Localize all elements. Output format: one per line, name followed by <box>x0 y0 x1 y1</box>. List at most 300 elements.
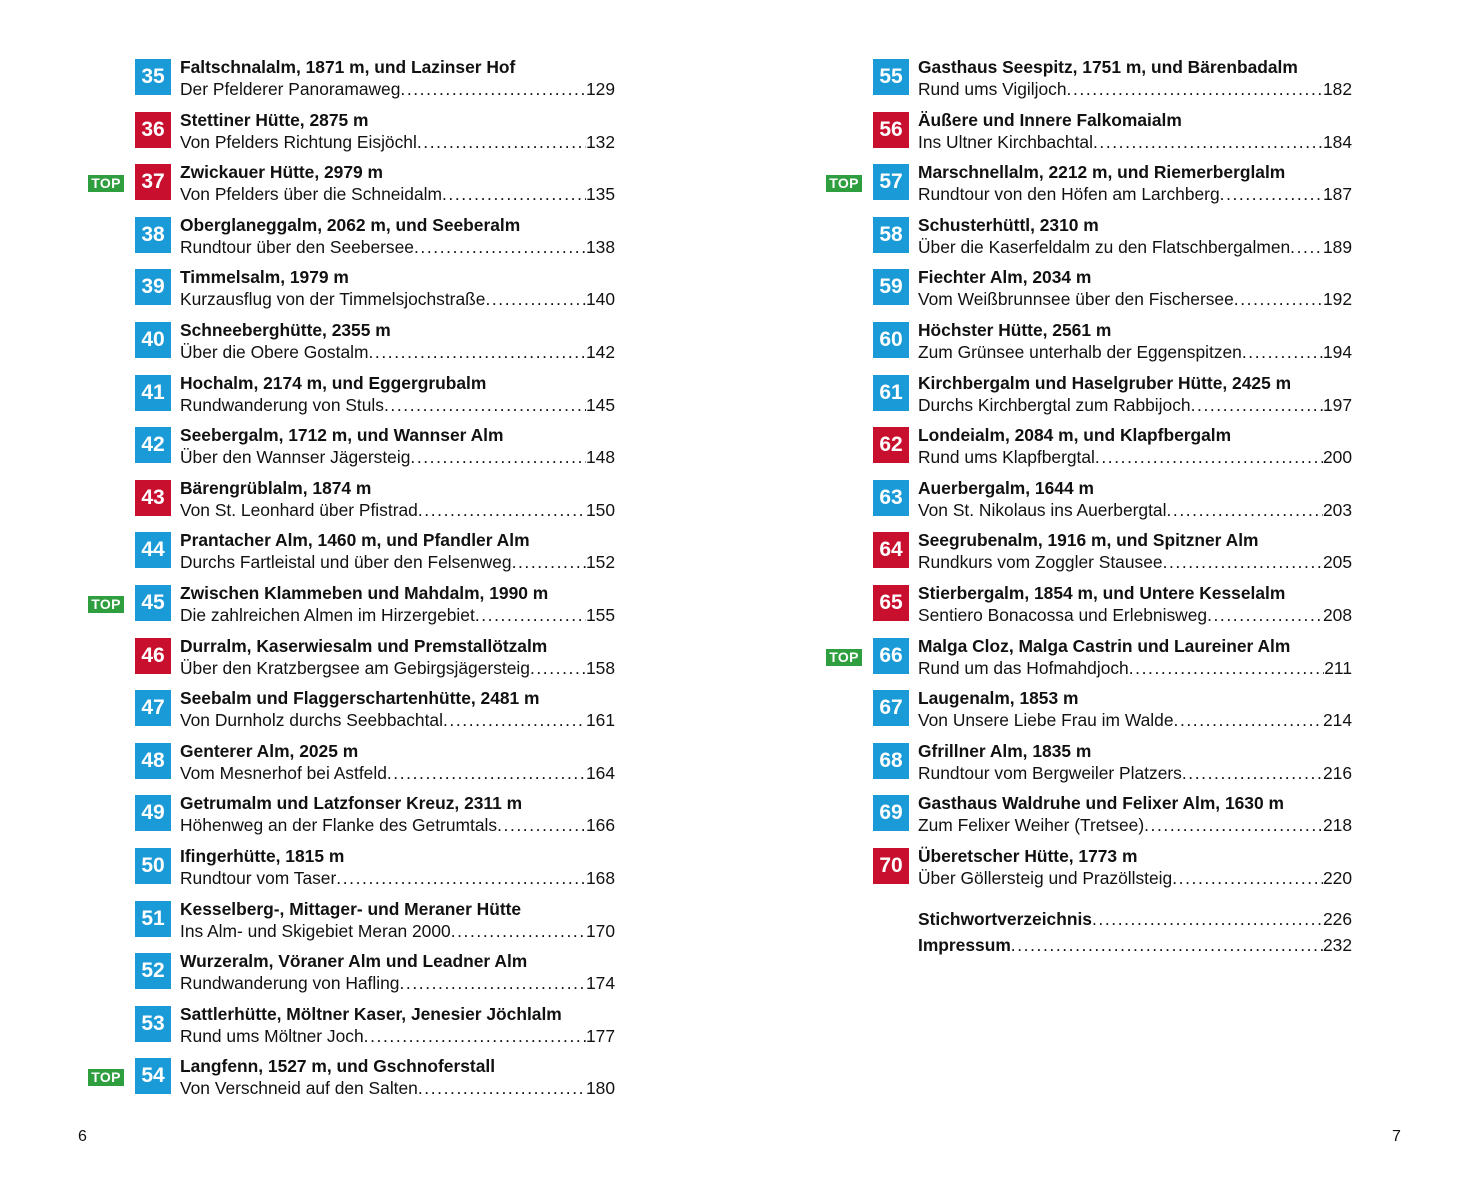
entry-texts <box>918 319 1352 363</box>
entry-subtitle-line <box>180 78 615 100</box>
entry-description: Von Pfelders über die Schneidalm <box>180 184 442 205</box>
entry-subtitle-line <box>918 446 1352 468</box>
entry-title: Seebalm und Flaggerschartenhütte, 2481 m <box>180 688 540 709</box>
entry-subtitle-line <box>918 551 1352 573</box>
dot-leader <box>418 1077 586 1099</box>
entry-title: Fiechter Alm, 2034 m <box>918 267 1092 288</box>
tour-number-badge: 58 <box>873 217 909 253</box>
entry-title: Stettiner Hütte, 2875 m <box>180 109 369 130</box>
tour-number-badge: 44 <box>135 532 171 568</box>
entry-page-number: 135 <box>585 184 615 205</box>
tour-number-badge: 54 <box>135 1058 171 1094</box>
entry-subtitle-line <box>918 867 1352 889</box>
entry-description: Rundwanderung von Stuls <box>180 394 384 415</box>
dot-leader <box>451 920 586 942</box>
left-page <box>0 0 738 1182</box>
entry-texts <box>180 792 615 836</box>
entry-description: Kurzausflug von der Timmelsjochstraße <box>180 289 486 310</box>
top-badge: TOP <box>826 649 862 666</box>
entry-subtitle-line <box>180 867 615 889</box>
entry-texts <box>180 898 615 942</box>
dot-leader <box>1242 341 1323 363</box>
entry-page-number: 194 <box>1322 341 1352 362</box>
entry-title: Kesselberg-, Mittager- und Meraner Hütte <box>180 898 522 919</box>
entry-description: Ins Alm- und Skigebiet Meran 2000 <box>180 920 451 941</box>
entry-subtitle-line <box>180 814 615 836</box>
entry-subtitle-line <box>180 1025 615 1047</box>
dot-leader <box>1207 604 1323 626</box>
dot-leader <box>1174 709 1323 731</box>
entry-description: Rund ums Vigiljoch <box>918 79 1067 99</box>
entry-description: Über den Wannser Jägersteig <box>180 447 411 468</box>
right-page <box>738 0 1476 1182</box>
top-badge: TOP <box>88 596 124 613</box>
entry-texts <box>918 740 1352 784</box>
entry-page-number: 129 <box>585 79 615 99</box>
tour-number-badge: 39 <box>135 269 171 305</box>
entry-subtitle-line <box>918 183 1352 205</box>
dot-leader <box>475 604 586 626</box>
tour-number-badge: 68 <box>873 743 909 779</box>
tour-number-badge: 47 <box>135 690 171 726</box>
dot-leader <box>1182 762 1323 784</box>
entry-texts <box>180 687 615 731</box>
entry-description: Die zahlreichen Almen im Hirzergebiet <box>180 604 475 625</box>
dot-leader <box>1290 236 1323 258</box>
entry-description: Rund um das Hofmahdjoch <box>918 657 1129 678</box>
entry-title: Auerbergalm, 1644 m <box>918 477 1094 498</box>
tour-number-badge: 38 <box>135 217 171 253</box>
toc-entry[interactable] <box>826 424 1352 477</box>
dot-leader <box>418 499 586 521</box>
entry-page-number: 148 <box>585 447 615 468</box>
entry-page-number: 155 <box>585 604 615 625</box>
entry-texts <box>918 582 1352 626</box>
entry-subtitle-line <box>918 78 1352 100</box>
entry-texts <box>180 109 615 153</box>
entry-description: Rundtour von den Höfen am Larchberg <box>918 184 1220 205</box>
dot-leader <box>399 972 586 994</box>
entry-texts <box>918 424 1352 468</box>
dot-leader <box>400 78 586 100</box>
entry-texts <box>180 529 615 573</box>
entry-description: Rundtour vom Bergweiler Platzers <box>918 762 1182 783</box>
dot-leader <box>336 867 586 889</box>
entry-texts <box>180 266 615 310</box>
entry-subtitle-line <box>180 657 615 679</box>
tour-number-badge: 51 <box>135 901 171 937</box>
toc-entry[interactable] <box>88 319 615 372</box>
entry-title: Sattlerhütte, Möltner Kaser, Jenesier Jöchlalm <box>180 1003 562 1024</box>
dot-leader <box>1129 657 1325 679</box>
toc-entry[interactable] <box>826 740 1352 793</box>
tour-number-badge: 46 <box>135 638 171 674</box>
entry-page-number: 161 <box>585 710 615 731</box>
entry-subtitle-line <box>180 499 615 521</box>
entry-texts <box>918 635 1352 679</box>
entry-subtitle-line <box>918 394 1352 416</box>
entry-title: Stierbergalm, 1854 m, und Untere Kesselalm <box>918 582 1286 603</box>
entry-page-number: 218 <box>1322 815 1352 836</box>
entry-page-number: 150 <box>585 499 615 520</box>
toc-list-right <box>826 56 1352 898</box>
entry-page-number: 170 <box>585 920 615 941</box>
entry-subtitle-line <box>180 394 615 416</box>
extra-label: Stichwortverzeichnis <box>918 909 1092 929</box>
entry-title: Seebergalm, 1712 m, und Wannser Alm <box>180 425 504 446</box>
page-number-left: 6 <box>78 1128 87 1145</box>
tour-number-badge: 61 <box>873 375 909 411</box>
entry-description: Von St. Leonhard über Pfistrad <box>180 499 418 520</box>
entry-texts <box>180 635 615 679</box>
entry-texts <box>180 214 615 258</box>
toc-list-left <box>88 56 615 1108</box>
dot-leader <box>530 657 586 679</box>
entry-page-number: 211 <box>1324 657 1352 678</box>
entry-texts <box>180 1055 615 1099</box>
entry-texts <box>918 161 1352 205</box>
entry-page-number: 200 <box>1322 447 1352 468</box>
toc-entry[interactable] <box>88 424 615 477</box>
entry-title: Faltschnalalm, 1871 m, und Lazinser Hof <box>180 57 516 77</box>
entry-page-number: 152 <box>585 552 615 573</box>
dot-leader <box>485 288 586 310</box>
entry-subtitle-line <box>918 604 1352 626</box>
page-number-right: 7 <box>1392 1128 1401 1145</box>
dot-leader <box>1095 446 1323 468</box>
entry-description: Ins Ultner Kirchbachtal <box>918 131 1093 152</box>
top-badge: TOP <box>826 175 862 192</box>
entry-texts <box>180 582 615 626</box>
tour-number-badge: 43 <box>135 480 171 516</box>
tour-number-badge: 41 <box>135 375 171 411</box>
dot-leader <box>417 131 586 153</box>
dot-leader <box>1163 551 1323 573</box>
tour-number-badge: 35 <box>135 59 171 95</box>
entry-texts <box>180 424 615 468</box>
entry-title: Höchster Hütte, 2561 m <box>918 319 1112 340</box>
entry-description: Rund ums Klapfbergtal <box>918 447 1095 468</box>
tour-number-badge: 70 <box>873 848 909 884</box>
toc-entry[interactable] <box>826 529 1352 582</box>
tour-number-badge: 40 <box>135 322 171 358</box>
entry-title: Oberglaneggalm, 2062 m, und Seeberalm <box>180 214 521 235</box>
entry-subtitle-line <box>180 972 615 994</box>
entry-texts <box>180 950 615 994</box>
toc-entry[interactable] <box>826 266 1352 319</box>
extra-label: Impressum <box>918 935 1011 955</box>
dot-leader <box>497 814 586 836</box>
tour-number-badge: 64 <box>873 532 909 568</box>
entry-title: Londeialm, 2084 m, und Klapfbergalm <box>918 425 1232 446</box>
dot-leader <box>1011 932 1323 958</box>
toc-entry[interactable] <box>826 687 1352 740</box>
entry-title: Kirchbergalm und Haselgruber Hütte, 2425 m <box>918 372 1292 393</box>
toc-entry[interactable] <box>826 161 1352 214</box>
entry-page-number: 214 <box>1322 710 1352 731</box>
entry-description: Von Unsere Liebe Frau im Walde <box>918 710 1174 731</box>
tour-number-badge: 55 <box>873 59 909 95</box>
toc-entry[interactable] <box>88 687 615 740</box>
toc-entry[interactable] <box>88 950 615 1003</box>
entry-page-number: 203 <box>1322 499 1352 520</box>
entry-title: Ifingerhütte, 1815 m <box>180 845 345 866</box>
toc-entry[interactable] <box>88 477 615 530</box>
entry-texts <box>918 109 1352 153</box>
toc-entry[interactable] <box>88 898 615 951</box>
dot-leader <box>1191 394 1323 416</box>
toc-entry[interactable] <box>88 56 615 109</box>
entry-subtitle-line <box>180 551 615 573</box>
tour-number-badge: 49 <box>135 795 171 831</box>
entry-subtitle-line <box>918 762 1352 784</box>
entry-subtitle-line <box>918 288 1352 310</box>
tour-number-badge: 63 <box>873 480 909 516</box>
entry-subtitle-line <box>180 131 615 153</box>
entry-subtitle-line <box>180 1077 615 1099</box>
toc-entry[interactable] <box>88 529 615 582</box>
dot-leader <box>1166 499 1323 521</box>
entry-subtitle-line <box>180 604 615 626</box>
entry-title: Marschnellalm, 2212 m, und Riemerberglalm <box>918 162 1286 183</box>
entry-description: Rund ums Möltner Joch <box>180 1025 364 1046</box>
toc-entry[interactable] <box>88 1003 615 1056</box>
entry-texts <box>180 372 615 416</box>
dot-leader <box>387 762 586 784</box>
dot-leader <box>1067 78 1323 100</box>
entry-title: Äußere und Innere Falkomaialm <box>918 109 1182 130</box>
toc-entry[interactable] <box>826 635 1352 688</box>
toc-entry[interactable] <box>88 372 615 425</box>
entry-texts <box>180 845 615 889</box>
entry-subtitle-line <box>180 288 615 310</box>
entry-texts <box>918 477 1352 521</box>
entry-title: Malga Cloz, Malga Castrin und Laureiner Alm <box>918 635 1291 656</box>
toc-entry[interactable] <box>826 477 1352 530</box>
top-badge: TOP <box>88 175 124 192</box>
entry-title: Zwischen Klammeben und Mahdalm, 1990 m <box>180 582 549 603</box>
toc-entry[interactable] <box>826 319 1352 372</box>
toc-entry[interactable] <box>88 740 615 793</box>
entry-page-number: 216 <box>1322 762 1352 783</box>
toc-entry[interactable] <box>826 372 1352 425</box>
entry-title: Schneeberghütte, 2355 m <box>180 319 391 340</box>
entry-page-number: 177 <box>585 1025 615 1046</box>
entry-description: Über Göllersteig und Prazöllsteig <box>918 867 1173 888</box>
entry-page-number: 174 <box>585 973 615 994</box>
toc-entry[interactable] <box>88 214 615 267</box>
entry-texts <box>918 529 1352 573</box>
tour-number-badge: 65 <box>873 585 909 621</box>
entry-title: Timmelsalm, 1979 m <box>180 267 349 288</box>
toc-entry[interactable] <box>88 582 615 635</box>
entry-title: Überetscher Hütte, 1773 m <box>918 845 1138 866</box>
entry-title: Hochalm, 2174 m, und Eggergrubalm <box>180 372 487 393</box>
entry-title: Gfrillner Alm, 1835 m <box>918 740 1092 761</box>
dot-leader <box>410 446 586 468</box>
entry-description: Über den Kratzbergsee am Gebirgsjägersteig <box>180 657 530 678</box>
entry-page-number: 132 <box>585 131 615 152</box>
entry-title: Langfenn, 1527 m, und Gschnoferstall <box>180 1056 496 1077</box>
entry-description: Von Pfelders Richtung Eisjöchl <box>180 131 417 152</box>
extra-page-number: 232 <box>1322 935 1352 955</box>
entry-texts <box>918 266 1352 310</box>
entry-subtitle-line <box>180 341 615 363</box>
entry-title: Wurzeralm, Vöraner Alm und Leadner Alm <box>180 951 528 972</box>
entry-texts <box>918 792 1352 836</box>
toc-entry[interactable] <box>88 109 615 162</box>
entry-description: Durchs Fartleistal und über den Felsenweg <box>180 552 512 573</box>
entry-subtitle-line <box>180 236 615 258</box>
tour-number-badge: 60 <box>873 322 909 358</box>
entry-description: Von Verschneid auf den Salten <box>180 1078 418 1099</box>
entry-description: Über die Obere Gostalm <box>180 341 369 362</box>
entry-title: Seegrubenalm, 1916 m, und Spitzner Alm <box>918 530 1259 551</box>
entry-subtitle-line <box>180 709 615 731</box>
tour-number-badge: 45 <box>135 585 171 621</box>
entry-title: Gasthaus Seespitz, 1751 m, und Bärenbadalm <box>918 57 1298 77</box>
entry-page-number: 145 <box>585 394 615 415</box>
dot-leader <box>1234 288 1323 310</box>
entry-description: Rundtour über den Seebersee <box>180 236 414 257</box>
dot-leader <box>512 551 586 573</box>
entry-subtitle-line <box>180 183 615 205</box>
entry-description: Vom Mesnerhof bei Astfeld <box>180 762 387 783</box>
tour-number-badge: 36 <box>135 112 171 148</box>
toc-entry[interactable] <box>88 1055 615 1108</box>
entry-description: Sentiero Bonacossa und Erlebnisweg <box>918 604 1208 625</box>
entry-title: Zwickauer Hütte, 2979 m <box>180 162 383 183</box>
entry-page-number: 208 <box>1322 604 1352 625</box>
toc-extra-entry[interactable] <box>918 932 1352 958</box>
toc-entry[interactable] <box>826 792 1352 845</box>
dot-leader <box>1092 906 1323 932</box>
dot-leader <box>1220 183 1323 205</box>
dot-leader <box>384 394 586 416</box>
entry-description: Vom Weißbrunnsee über den Fischersee <box>918 289 1234 310</box>
entry-description: Rundtour vom Taser <box>180 867 337 888</box>
dot-leader <box>1144 814 1323 836</box>
entry-page-number: 180 <box>585 1078 615 1099</box>
entry-description: Zum Grünsee unterhalb der Eggenspitzen <box>918 341 1242 362</box>
entry-description: Rundwanderung von Hafling <box>180 973 400 994</box>
entry-subtitle-line <box>918 657 1352 679</box>
entry-texts <box>180 477 615 521</box>
entry-description: Der Pfelderer Panoramaweg <box>180 79 401 99</box>
entry-description: Durchs Kirchbergtal zum Rabbijoch <box>918 394 1191 415</box>
extra-page-number: 226 <box>1322 909 1352 929</box>
entry-subtitle-line <box>918 236 1352 258</box>
dot-leader <box>1093 131 1323 153</box>
entry-page-number: 192 <box>1322 289 1352 310</box>
entry-texts <box>180 740 615 784</box>
entry-subtitle-line <box>918 499 1352 521</box>
dot-leader <box>442 183 586 205</box>
dot-leader <box>414 236 586 258</box>
entry-page-number: 182 <box>1322 79 1352 99</box>
entry-page-number: 166 <box>585 815 615 836</box>
entry-subtitle-line <box>918 814 1352 836</box>
entry-texts <box>918 845 1352 889</box>
entry-page-number: 205 <box>1322 552 1352 573</box>
entry-texts <box>180 56 615 100</box>
tour-number-badge: 59 <box>873 269 909 305</box>
entry-subtitle-line <box>918 341 1352 363</box>
entry-texts <box>918 214 1352 258</box>
tour-number-badge: 42 <box>135 427 171 463</box>
tour-number-badge: 52 <box>135 953 171 989</box>
entry-page-number: 184 <box>1322 131 1352 152</box>
entry-title: Laugenalm, 1853 m <box>918 688 1079 709</box>
entry-page-number: 138 <box>585 236 615 257</box>
toc-entry[interactable] <box>88 635 615 688</box>
entry-description: Zum Felixer Weiher (Tretsee) <box>918 815 1145 836</box>
entry-description: Höhenweg an der Flanke des Getrumtals <box>180 815 498 836</box>
toc-entry[interactable] <box>88 266 615 319</box>
entry-title: Genterer Alm, 2025 m <box>180 740 359 761</box>
toc-entry[interactable] <box>826 582 1352 635</box>
entry-description: Rundkurs vom Zoggler Stausee <box>918 552 1163 573</box>
toc-entry[interactable] <box>826 56 1352 109</box>
dot-leader <box>443 709 586 731</box>
entry-subtitle-line <box>918 709 1352 731</box>
entry-subtitle-line <box>180 762 615 784</box>
entry-page-number: 140 <box>585 289 615 310</box>
entry-page-number: 164 <box>585 762 615 783</box>
entry-texts <box>918 56 1352 100</box>
toc-entry[interactable] <box>88 161 615 214</box>
dot-leader <box>368 341 586 363</box>
entry-title: Bärengrüblalm, 1874 m <box>180 477 372 498</box>
dot-leader <box>1172 867 1323 889</box>
toc-entry[interactable] <box>826 109 1352 162</box>
entry-page-number: 187 <box>1322 184 1352 205</box>
toc-entry[interactable] <box>88 845 615 898</box>
entry-description: Von St. Nikolaus ins Auerbergtal <box>918 499 1167 520</box>
entry-title: Schusterhüttl, 2310 m <box>918 214 1099 235</box>
entry-page-number: 189 <box>1322 236 1352 257</box>
tour-number-badge: 37 <box>135 164 171 200</box>
toc-entry[interactable] <box>826 845 1352 898</box>
toc-entry[interactable] <box>826 214 1352 267</box>
entry-subtitle-line <box>918 131 1352 153</box>
entry-subtitle-line <box>180 446 615 468</box>
tour-number-badge: 66 <box>873 638 909 674</box>
top-badge: TOP <box>88 1069 124 1086</box>
toc-entry[interactable] <box>88 792 615 845</box>
tour-number-badge: 69 <box>873 795 909 831</box>
entry-page-number: 142 <box>585 341 615 362</box>
tour-number-badge: 57 <box>873 164 909 200</box>
entry-texts <box>180 1003 615 1047</box>
entry-texts <box>180 319 615 363</box>
entry-texts <box>180 161 615 205</box>
entry-description: Über die Kaserfeldalm zu den Flatschbergalmen <box>918 236 1291 257</box>
entry-subtitle-line <box>180 920 615 942</box>
entry-page-number: 168 <box>585 867 615 888</box>
entry-page-number: 220 <box>1322 867 1352 888</box>
entry-title: Getrumalm und Latzfonser Kreuz, 2311 m <box>180 793 523 814</box>
toc-extra-entry[interactable] <box>918 906 1352 932</box>
entry-title: Durralm, Kaserwiesalm und Premstallötzalm <box>180 635 548 656</box>
entry-page-number: 197 <box>1322 394 1352 415</box>
tour-number-badge: 48 <box>135 743 171 779</box>
tour-number-badge: 50 <box>135 848 171 884</box>
tour-number-badge: 53 <box>135 1006 171 1042</box>
entry-title: Prantacher Alm, 1460 m, und Pfandler Alm <box>180 530 530 551</box>
entry-texts <box>918 372 1352 416</box>
tour-number-badge: 62 <box>873 427 909 463</box>
